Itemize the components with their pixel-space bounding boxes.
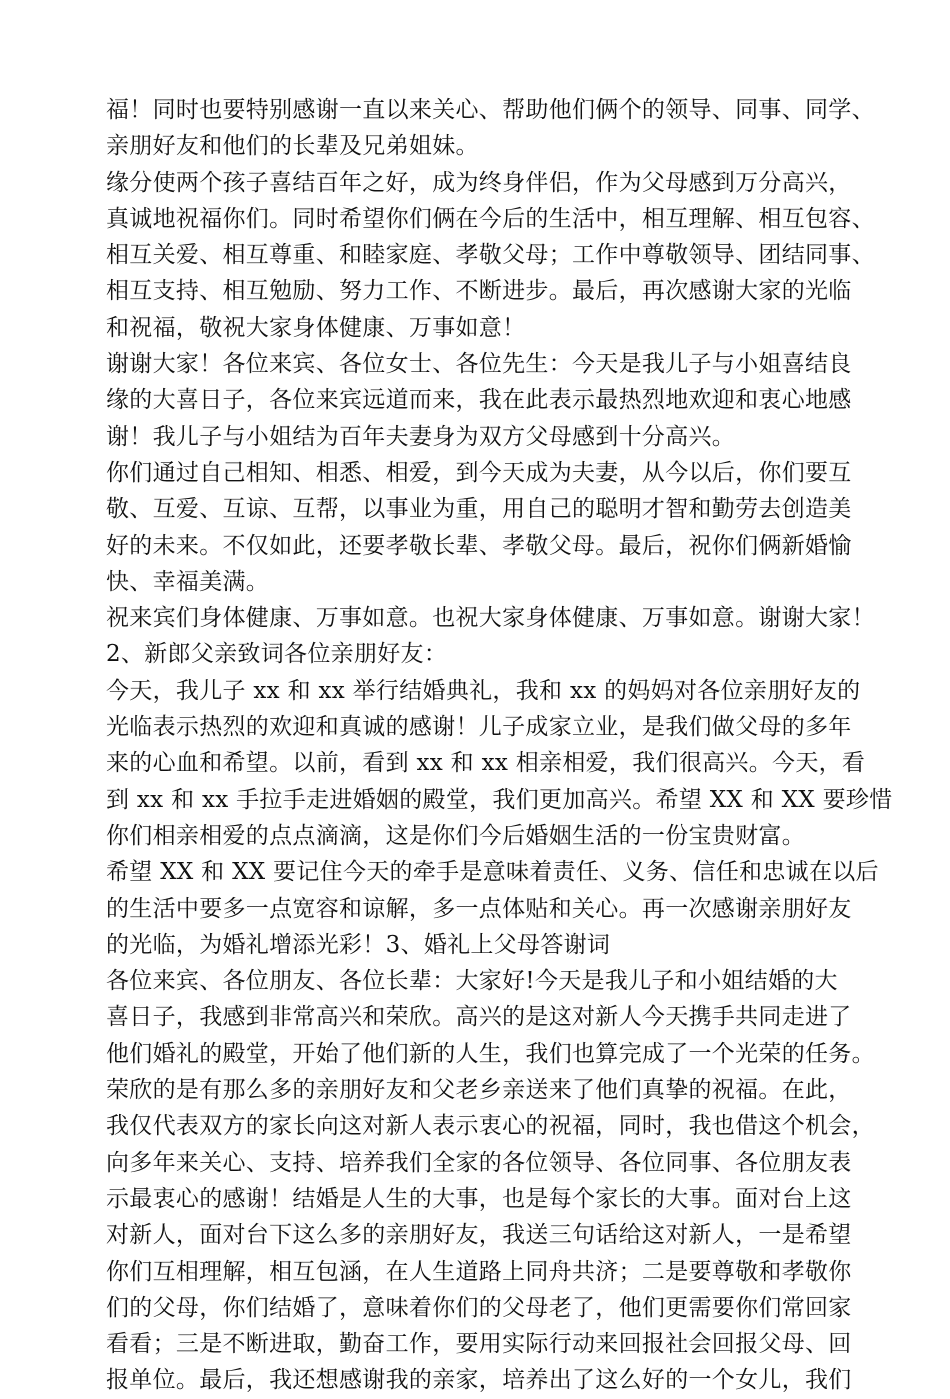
text-line: 谢！我儿子与小姐结为百年夫妻身为双方父母感到十分高兴。 [106,423,736,450]
text-line: 对新人，面对台下这么多的亲朋好友，我送三句话给这对新人，一是希望 [106,1222,852,1249]
text-line: 希望 XX 和 XX 要记住今天的牵手是意味着责任、义务、信任和忠诚在以后 [106,859,879,886]
text-line: 和祝福，敬祝大家身体健康、万事如意！ [106,314,526,341]
text-line: 你们互相理解，相互包涵，在人生道路上同舟共济；二是要尊敬和孝敬你 [106,1258,852,1285]
text-line: 缘分使两个孩子喜结百年之好，成为终身伴侣，作为父母感到万分高兴， [106,169,852,196]
text-line: 报单位。最后，我还想感谢我的亲家，培养出了这么好的一个女儿，我们 [106,1367,852,1394]
text-line: 向多年来关心、支持、培养我们全家的各位领导、各位同事、各位朋友表 [106,1149,852,1176]
text-line: 喜日子，我感到非常高兴和荣欣。高兴的是这对新人今天携手共同走进了 [106,1004,852,1031]
text-line: 来的心血和希望。以前，看到 xx 和 xx 相亲相爱，我们很高兴。今天，看 [106,750,866,777]
text-line: 谢谢大家！各位来宾、各位女士、各位先生：今天是我儿子与小姐喜结良 [106,351,852,378]
text-line: 真诚地祝福你们。同时希望你们俩在今后的生活中，相互理解、相互包容、 [106,205,875,232]
text-line: 到 xx 和 xx 手拉手走进婚姻的殿堂，我们更加高兴。希望 XX 和 XX 要珍惜 [106,786,893,813]
text-line: 相互支持、相互勉励、努力工作、不断进步。最后，再次感谢大家的光临 [106,278,852,305]
text-line: 示最衷心的感谢！结婚是人生的大事，也是每个家长的大事。面对台上这 [106,1185,852,1212]
section-heading-line: 2、新郎父亲致词各位亲朋好友： [106,641,448,668]
document-body-text [106,92,893,1399]
text-line: 福！同时也要特别感谢一直以来关心、帮助他们俩个的领导、同事、同学、 [106,97,875,123]
text-line: 今天，我儿子 xx 和 xx 举行结婚典礼，我和 xx 的妈妈对各位亲朋好友的 [106,677,861,704]
text-line: 你们通过自己相知、相悉、相爱，到今天成为夫妻，从今以后，你们要互 [106,459,852,486]
text-line: 他们婚礼的殿堂，开始了他们新的人生，我们也算完成了一个光荣的任务。 [106,1040,875,1067]
text-line: 缘的大喜日子，各位来宾远道而来，我在此表示最热烈地欢迎和衷心地感 [106,387,852,414]
text-line: 各位来宾、各位朋友、各位长辈：大家好!今天是我儿子和小姐结婚的大 [106,968,838,995]
text-line: 们的父母，你们结婚了，意味着你们的父母老了，他们更需要你们常回家 [106,1294,852,1321]
text-line: 荣欣的是有那么多的亲朋好友和父老乡亲送来了他们真挚的祝福。在此， [106,1077,852,1104]
text-line: 好的未来。不仅如此，还要孝敬长辈、孝敬父母。最后，祝你们俩新婚愉 [106,532,852,559]
text-line: 的生活中要多一点宽容和谅解，多一点体贴和关心。再一次感谢亲朋好友 [106,895,852,922]
text-line: 你们相亲相爱的点点滴滴，这是你们今后婚姻生活的一份宝贵财富。 [106,822,805,849]
text-line: 敬、互爱、互谅、互帮，以事业为重，用自己的聪明才智和勤劳去创造美 [106,496,852,523]
text-line: 光临表示热烈的欢迎和真诚的感谢！儿子成家立业，是我们做父母的多年 [106,714,852,741]
text-line: 相互关爱、相互尊重、和睦家庭、孝敬父母；工作中尊敬领导、团结同事、 [106,242,875,269]
text-line: 祝来宾们身体健康、万事如意。也祝大家身体健康、万事如意。谢谢大家！ [106,605,875,632]
text-line: 看看；三是不断进取，勤奋工作，要用实际行动来回报社会回报父母、回 [106,1331,852,1358]
text-line: 的光临，为婚礼增添光彩！3、婚礼上父母答谢词 [106,931,611,958]
text-line: 快、幸福美满。 [106,568,270,595]
text-line: 亲朋好友和他们的长辈及兄弟姐妹。 [106,133,479,160]
text-line: 我仅代表双方的家长向这对新人表示衷心的祝福，同时，我也借这个机会， [106,1113,875,1140]
